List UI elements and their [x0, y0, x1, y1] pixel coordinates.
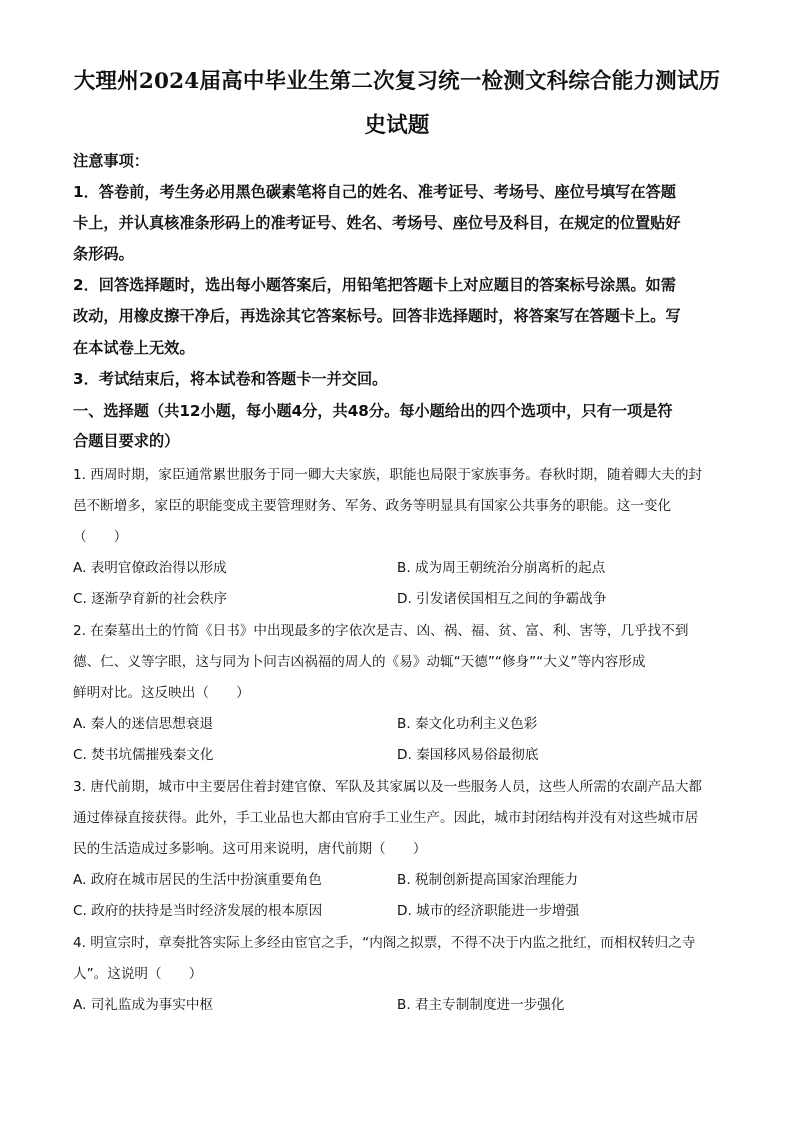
question-4-option-a: A. 司礼监成为事实中枢	[73, 997, 214, 1013]
question-3-option-c: C. 政府的扶持是当时经济发展的根本原因	[73, 903, 323, 919]
question-1-stem-line-1: 1. 西周时期，家臣通常累世服务于同一卿大夫家族，职能也局限于家族事务。春秋时期，随着卿大夫的封	[73, 467, 703, 483]
notice-item-3: 3．考试结束后，将本试卷和答题卡一并交回。	[73, 370, 388, 388]
notice-item-1-line-1: 1．答卷前，考生务必用黑色碳素笔将自己的姓名、准考证号、考场号、座位号填写在答题	[73, 183, 676, 201]
notice-item-1-line-2: 卡上，并认真核准条形码上的准考证号、姓名、考场号、座位号及科目，在规定的位置贴好	[73, 214, 681, 232]
question-3-stem-line-2: 通过俸禄直接获得。此外，手工业品也大都由官府手工业生产。因此，城市封闭结构并没有对这些城市居	[73, 810, 699, 826]
question-4-option-b: B. 君主专制制度进一步强化	[397, 997, 565, 1013]
question-3-stem-line-1: 3. 唐代前期，城市中主要居住着封建官僚、军队及其家属以及一些服务人员，这些人所需的农副产品大都	[73, 779, 703, 795]
question-1-stem-line-2: 邑不断增多，家臣的职能变成主要管理财务、军务、政务等明显具有国家公共事务的职能。这一变化	[73, 498, 672, 514]
question-2-option-d: D. 秦国移风易俗最彻底	[397, 747, 539, 763]
question-2-option-b: B. 秦文化功利主义色彩	[397, 716, 538, 732]
notice-item-2-line-2: 改动，用橡皮擦干净后，再选涂其它答案标号。回答非选择题时，将答案写在答题卡上。写	[73, 307, 681, 325]
notice-item-2-line-3: 在本试卷上无效。	[73, 339, 195, 357]
question-2-stem-line-3: 鲜明对比。这反映出（ ）	[73, 685, 250, 701]
question-1-option-d: D. 引发诸侯国相互之间的争霸战争	[397, 591, 607, 607]
question-3-option-a: A. 政府在城市居民的生活中扮演重要角色	[73, 872, 322, 888]
question-2-option-c: C. 焚书坑儒摧残秦文化	[73, 747, 214, 763]
question-1-option-c: C. 逐渐孕育新的社会秩序	[73, 591, 228, 607]
notice-item-2-line-1: 2．回答选择题时，选出每小题答案后，用铅笔把答题卡上对应题目的答案标号涂黑。如需	[73, 276, 676, 294]
section-heading-line-1: 一、选择题（共12小题，每小题4分，共48分。每小题给出的四个选项中，只有一项是符	[73, 402, 673, 420]
question-4-stem-line-1: 4. 明宣宗时，章奏批答实际上多经由宦官之手，“内阁之拟票，不得不决于内监之批红，而相权转归之寺	[73, 935, 696, 951]
question-2-option-a: A. 秦人的迷信思想衰退	[73, 716, 214, 732]
question-1-option-b: B. 成为周王朝统治分崩离析的起点	[397, 560, 606, 576]
question-1-option-a: A. 表明官僚政治得以形成	[73, 560, 227, 576]
exam-title-line-2: 史试题	[364, 113, 430, 138]
question-1-stem-line-3: （ ）	[73, 529, 128, 545]
question-3-option-d: D. 城市的经济职能进一步增强	[397, 903, 580, 919]
section-heading-line-2: 合题目要求的）	[73, 432, 180, 450]
exam-title-line-1: 大理州2024届高中毕业生第二次复习统一检测文科综合能力测试历	[73, 69, 721, 94]
question-4-stem-line-2: 人”。这说明（ ）	[73, 966, 203, 982]
question-2-stem-line-2: 德、仁、义等字眼，这与同为卜问吉凶祸福的周人的《易》动辄“天德”“修身”“大义”等内容形成	[73, 654, 646, 670]
notice-item-1-line-3: 条形码。	[73, 245, 134, 263]
notice-heading: 注意事项：	[73, 152, 149, 170]
question-3-stem-line-3: 民的生活造成过多影响。这可用来说明，唐代前期（ ）	[73, 841, 427, 857]
question-2-stem-line-1: 2. 在秦墓出土的竹简《日书》中出现最多的字依次是吉、凶、祸、福、贫、富、利、害等，几乎找不到	[73, 623, 689, 639]
question-3-option-b: B. 税制创新提高国家治理能力	[397, 872, 579, 888]
